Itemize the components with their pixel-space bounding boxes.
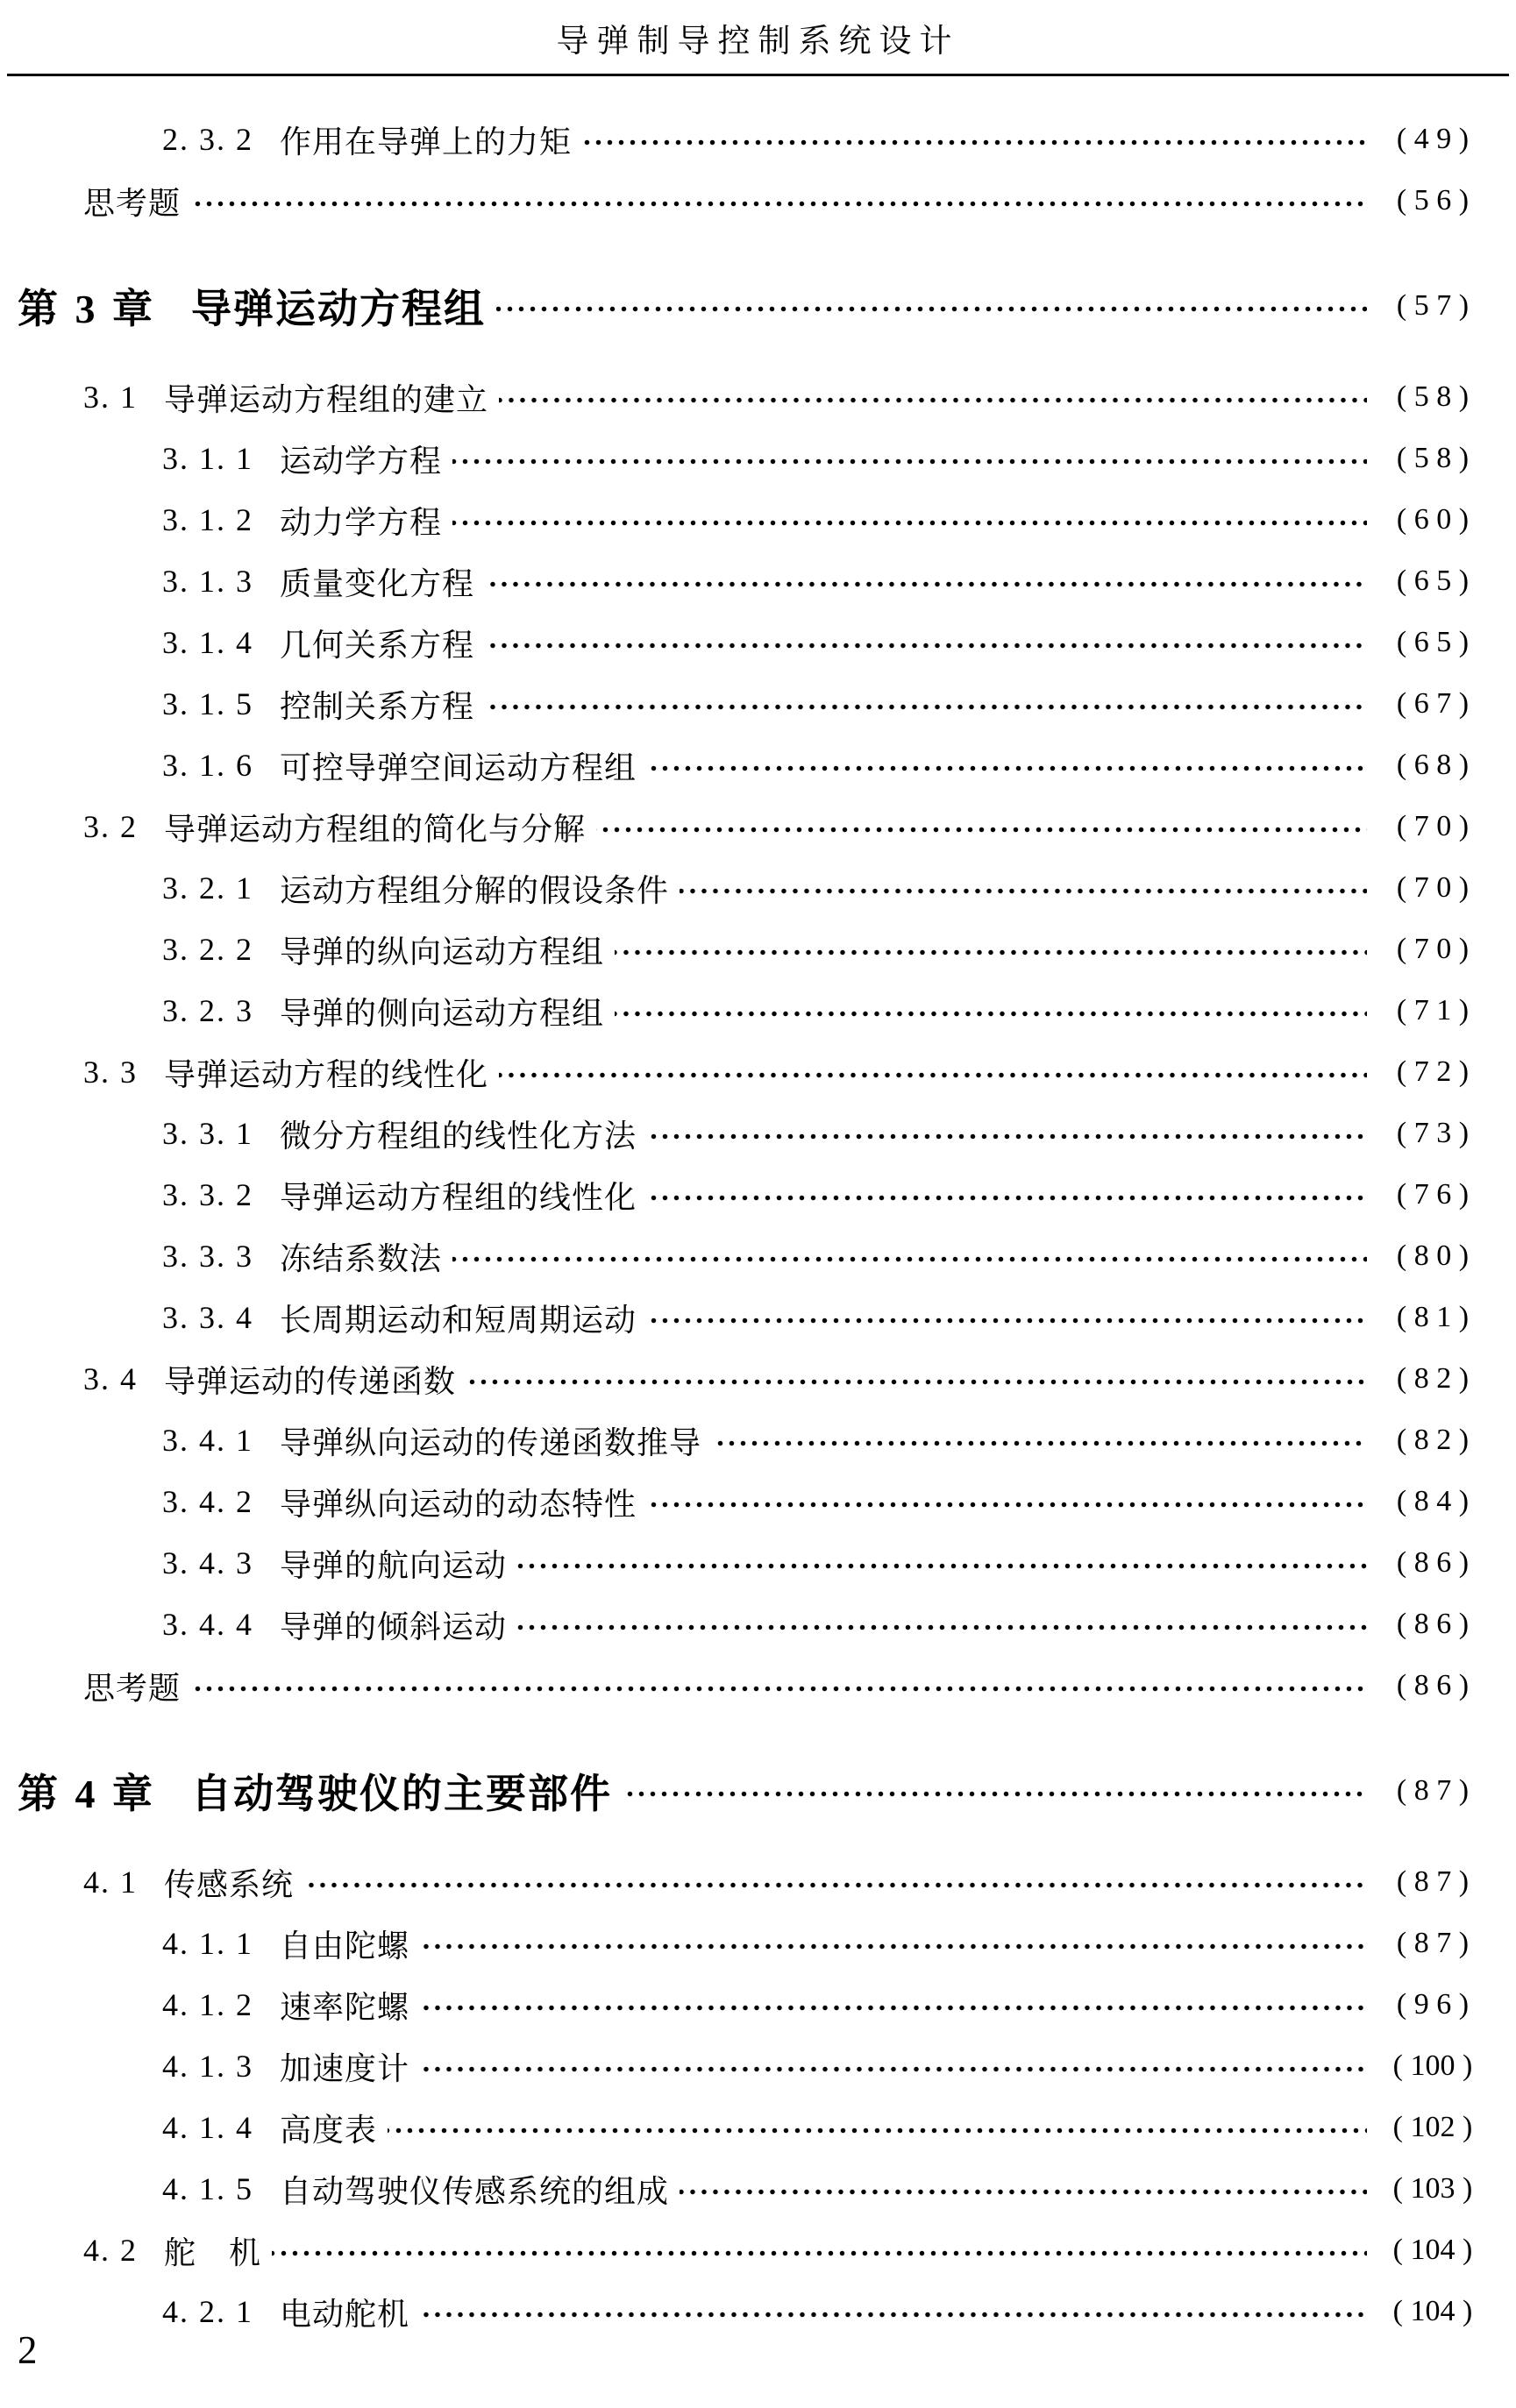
toc-entry-number: 3. 2 (83, 809, 138, 844)
dot-leader-icon (420, 2004, 1367, 2012)
toc-entry (0, 1041, 1516, 1103)
page-number: 2 (18, 2328, 38, 2372)
dot-leader-icon (496, 305, 1367, 313)
dot-leader-icon (517, 1623, 1367, 1631)
toc-entry (0, 1594, 1516, 1655)
toc-entry-page: ( 8 6 ) (1396, 1608, 1470, 1640)
dot-leader-icon (452, 519, 1367, 527)
dot-leader-icon (191, 200, 1367, 208)
toc-entry-page: ( 6 0 ) (1396, 503, 1470, 536)
toc-entry (0, 551, 1516, 612)
toc-entry-page: ( 6 5 ) (1396, 565, 1470, 597)
toc-entry-page: ( 5 7 ) (1396, 289, 1470, 322)
toc-entry-number: 3. 1. 4 (162, 625, 253, 660)
toc-entry-page: ( 7 6 ) (1396, 1178, 1470, 1211)
toc-entry-title: 运动方程组分解的假设条件 (280, 872, 670, 908)
toc-entry-number: 3. 4. 3 (162, 1545, 253, 1580)
toc-entry-number: 3. 1. 1 (162, 441, 253, 476)
dot-leader-icon (499, 1071, 1367, 1079)
toc-entry (0, 1348, 1516, 1410)
toc-entry-page: ( 7 0 ) (1396, 871, 1470, 904)
toc-entry-page: ( 102 ) (1392, 2111, 1473, 2143)
toc-entry-title: 传感系统 (164, 1866, 295, 1902)
toc-entry-number: 4. 1. 1 (162, 1926, 253, 1961)
toc-entry-number: 3. 1. 2 (162, 502, 253, 537)
toc-entry-number: 3. 1 (83, 380, 138, 415)
dot-leader-icon (647, 1501, 1367, 1509)
toc-entry (0, 1532, 1516, 1594)
dot-leader-icon (647, 1133, 1367, 1140)
toc-entry (0, 919, 1516, 980)
dot-leader-icon (452, 1255, 1367, 1263)
toc-entry-number: 4. 1. 5 (162, 2171, 253, 2206)
toc-entry (0, 796, 1516, 857)
toc-entry-title: 导弹的纵向运动方程组 (280, 934, 605, 970)
dot-leader-icon (485, 642, 1367, 650)
dot-leader-icon (647, 1194, 1367, 1202)
toc-entry (0, 857, 1516, 919)
dot-leader-icon (582, 139, 1367, 146)
toc-entry-number: 3. 4. 1 (162, 1423, 253, 1458)
toc-entry-page: ( 7 2 ) (1396, 1055, 1470, 1088)
toc-entry-title: 自动驾驶仪的主要部件 (191, 1772, 612, 1816)
toc-entry-title: 导弹纵向运动的传递函数推导 (280, 1424, 702, 1460)
toc-entry-number: 3. 4. 2 (162, 1484, 253, 1519)
toc-entry-number: 4. 1. 3 (162, 2049, 253, 2084)
toc-entry-number: 3. 2. 1 (162, 870, 253, 906)
toc-entry-page: ( 9 6 ) (1396, 1988, 1470, 2021)
toc-entry (0, 673, 1516, 735)
toc-entry-page: ( 8 6 ) (1396, 1546, 1470, 1579)
toc-entry-page: ( 8 4 ) (1396, 1485, 1470, 1517)
toc-entry (0, 1287, 1516, 1348)
toc-entry (0, 489, 1516, 551)
dot-leader-icon (452, 458, 1367, 465)
toc-entry-title: 自由陀螺 (280, 1928, 410, 1964)
dot-leader-icon (623, 1790, 1367, 1798)
toc-entry-number: 3. 2. 3 (162, 993, 253, 1028)
dot-leader-icon (485, 580, 1367, 588)
toc-entry-title: 速率陀螺 (280, 1989, 410, 2025)
dot-leader-icon (680, 2188, 1367, 2196)
toc-entry (0, 170, 1516, 231)
toc-entry (0, 1974, 1516, 2035)
toc-entry-number: 4. 1. 2 (162, 1987, 253, 2022)
toc-entry (0, 1851, 1516, 1913)
toc-entry-number: 4. 1 (83, 1865, 138, 1900)
dot-leader-icon (647, 764, 1367, 772)
toc-entry (0, 2158, 1516, 2220)
toc-entry (0, 2281, 1516, 2342)
toc-entry-page: ( 8 2 ) (1396, 1362, 1470, 1395)
toc-entry-title: 长周期运动和短周期运动 (280, 1302, 637, 1338)
toc-entry-page: ( 7 3 ) (1396, 1117, 1470, 1149)
toc-entry-page: ( 7 0 ) (1396, 933, 1470, 965)
toc-entry-number: 4. 1. 4 (162, 2110, 253, 2145)
toc-entry-page: ( 8 1 ) (1396, 1301, 1470, 1333)
toc-entry-number: 3. 3. 3 (162, 1239, 253, 1274)
toc-entry (0, 612, 1516, 673)
header-rule (7, 74, 1509, 76)
toc-entry-number: 2. 3. 2 (162, 122, 253, 157)
dot-leader-icon (272, 2249, 1367, 2257)
toc-entry-title: 导弹运动方程组的建立 (164, 381, 489, 417)
toc-entry (0, 980, 1516, 1041)
toc-entry-title: 加速度计 (280, 2050, 410, 2086)
toc-entry (0, 735, 1516, 796)
toc-entry (0, 2097, 1516, 2158)
toc-entry (0, 1655, 1516, 1716)
toc-entry-title: 冻结系数法 (280, 1240, 443, 1276)
toc-entry-page: ( 7 0 ) (1396, 810, 1470, 842)
toc-entry-title: 几何关系方程 (280, 627, 475, 663)
toc-entry-page: ( 6 8 ) (1396, 749, 1470, 781)
toc-entry-page: ( 8 7 ) (1396, 1774, 1470, 1807)
toc-list (0, 109, 1516, 2342)
toc-entry-title: 作用在导弹上的力矩 (280, 124, 573, 160)
toc-entry-page: ( 7 1 ) (1396, 994, 1470, 1026)
toc-entry-page: ( 103 ) (1392, 2172, 1473, 2205)
toc-entry-title: 导弹运动方程的线性化 (164, 1056, 489, 1092)
toc-entry-title: 自动驾驶仪传感系统的组成 (280, 2173, 670, 2209)
toc-entry (0, 428, 1516, 489)
toc-entry (0, 266, 1516, 345)
toc-entry-title: 导弹的航向运动 (280, 1547, 508, 1583)
toc-entry (0, 1103, 1516, 1164)
toc-entry-title: 舵 机 (164, 2234, 262, 2270)
running-head (0, 0, 1516, 76)
dot-leader-icon (485, 703, 1367, 711)
dot-leader-icon (420, 2311, 1367, 2319)
toc-entry-title: 控制关系方程 (280, 688, 475, 724)
dot-leader-icon (517, 1562, 1367, 1570)
toc-entry-page: ( 104 ) (1392, 2234, 1473, 2266)
toc-entry-title: 运动学方程 (280, 443, 443, 479)
toc-entry (0, 1913, 1516, 1974)
toc-entry-number: 第 3 章 (18, 287, 156, 331)
toc-entry-title: 可控导弹空间运动方程组 (280, 749, 637, 785)
toc-entry-title: 思考题 (83, 185, 181, 221)
toc-entry-page: ( 8 6 ) (1396, 1669, 1470, 1701)
toc-entry-page: ( 104 ) (1392, 2295, 1473, 2327)
toc-entry-page: ( 5 8 ) (1396, 380, 1470, 413)
toc-entry-number: 3. 1. 5 (162, 686, 253, 721)
toc-entry-page: ( 8 2 ) (1396, 1424, 1470, 1456)
toc-entry-title: 微分方程组的线性化方法 (280, 1118, 637, 1154)
toc-entry (0, 1471, 1516, 1532)
dot-leader-icon (420, 2065, 1367, 2073)
toc-entry-title: 导弹纵向运动的动态特性 (280, 1486, 637, 1522)
toc-entry-number: 4. 2. 1 (162, 2294, 253, 2329)
toc-entry-number: 第 4 章 (18, 1772, 156, 1816)
toc-entry-title: 电动舵机 (280, 2296, 410, 2332)
toc-entry-number: 3. 4. 4 (162, 1607, 253, 1642)
toc-entry-title: 质量变化方程 (280, 565, 475, 601)
toc-entry-number: 3. 3. 1 (162, 1116, 253, 1151)
dot-leader-icon (680, 887, 1367, 895)
toc-entry (0, 2220, 1516, 2281)
dot-leader-icon (466, 1378, 1367, 1386)
dot-leader-icon (191, 1685, 1367, 1693)
dot-leader-icon (388, 2127, 1367, 2135)
dot-leader-icon (712, 1439, 1367, 1447)
toc-entry-page: ( 5 6 ) (1396, 184, 1470, 217)
toc-entry (0, 366, 1516, 428)
toc-entry-number: 3. 3. 2 (162, 1177, 253, 1212)
dot-leader-icon (596, 826, 1367, 834)
toc-entry-number: 3. 2. 2 (162, 932, 253, 967)
toc-entry-page: ( 6 5 ) (1396, 626, 1470, 658)
toc-entry (0, 1410, 1516, 1471)
dot-leader-icon (499, 396, 1367, 404)
toc-entry-page: ( 8 0 ) (1396, 1240, 1470, 1272)
toc-entry-page: ( 6 7 ) (1396, 687, 1470, 720)
toc-entry-page: ( 100 ) (1392, 2049, 1473, 2082)
toc-entry (0, 1225, 1516, 1287)
toc-entry-number: 4. 2 (83, 2233, 138, 2268)
toc-entry-page: ( 8 7 ) (1396, 1927, 1470, 1959)
toc-entry-page: ( 8 7 ) (1396, 1865, 1470, 1898)
toc-entry (0, 1751, 1516, 1830)
dot-leader-icon (647, 1317, 1367, 1325)
toc-entry-title: 导弹的倾斜运动 (280, 1609, 508, 1644)
running-head-title: 导弹制导控制系统设计 (556, 24, 960, 60)
toc-entry-title: 思考题 (83, 1670, 181, 1706)
dot-leader-icon (615, 948, 1367, 956)
dot-leader-icon (615, 1010, 1367, 1018)
toc-entry (0, 109, 1516, 170)
toc-entry-title: 导弹运动方程组 (191, 287, 486, 331)
toc-entry-number: 3. 3. 4 (162, 1300, 253, 1335)
toc-entry-title: 导弹运动方程组的简化与分解 (164, 811, 587, 847)
toc-entry-number: 3. 1. 6 (162, 748, 253, 783)
toc-entry-title: 高度表 (280, 2112, 378, 2148)
toc-entry-title: 导弹运动的传递函数 (164, 1363, 457, 1399)
toc-entry-title: 导弹的侧向运动方程组 (280, 995, 605, 1031)
toc-entry-page: ( 4 9 ) (1396, 123, 1470, 155)
toc-entry (0, 2035, 1516, 2097)
toc-entry-number: 3. 4 (83, 1361, 138, 1396)
toc-entry-number: 3. 3 (83, 1055, 138, 1090)
toc-entry-number: 3. 1. 3 (162, 564, 253, 599)
toc-entry-title: 动力学方程 (280, 504, 443, 540)
toc-entry-page: ( 5 8 ) (1396, 442, 1470, 474)
dot-leader-icon (420, 1943, 1367, 1950)
toc-entry-title: 导弹运动方程组的线性化 (280, 1179, 637, 1215)
dot-leader-icon (304, 1881, 1367, 1889)
toc-entry (0, 1164, 1516, 1225)
